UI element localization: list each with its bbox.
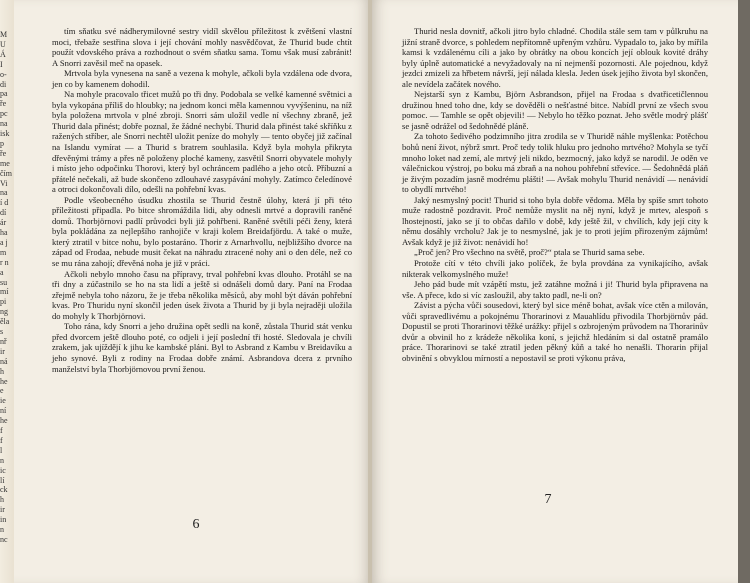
paragraph: Ačkoli nebylo mnoho času na přípravy, trval pohřební kvas dlouho. Protáhl se na tři dny a zúčastnilo se ho na sta lidí a ještě si odnášeli domů dary. Paní na Frodaa zřejmě nebyla toho názoru, že je třeba několika měsíců, aby mohl být dáván pohřební kvas. Pro Thuridu nyní skončil jeden úsek života a Thurid by ji byla nejraději uložila do mohyly k Thorbjörnovi.: [52, 268, 352, 321]
edge-text-fragment: ie: [0, 396, 6, 406]
edge-text-fragment: s: [0, 327, 4, 336]
paragraph: Jaký nesmyslný pocit! Thurid si toho byla dobře vědoma. Měla by spíše smrt tohoto muže radostně pozdravit. Proč nemůže myslit na něj nyní, když je mrtev, alespoň s lhostejností, jako se jí to občas dařilo v době, kdy ještě žil, v chvílích, kdy její city k němu dosáhly vrcholu? Jak je to nesmyslné, jak je to proti jejím přirozeným zájmům! Avšak když je již život: nenávidí ho!: [402, 194, 708, 247]
edge-text-fragment: Vi: [0, 178, 8, 188]
edge-text-fragment: he: [0, 376, 8, 386]
edge-text-fragment: ir: [0, 346, 5, 356]
edge-text-fragment: ná: [0, 356, 8, 366]
edge-text-fragment: pc: [0, 109, 8, 119]
paragraph: Závist a pýcha vůči sousedovi, který byl sice méně bohat, avšak více ctěn a milován, vůči spravedlivému a pokojnému Thorarinovi z Mauahlídu přivodila Thorbjörnův pád. Dopustil se proti Thorarinovi těžké urážky: přijel s ozbrojeným průvodem na Thorarinův dvůr a obvinil ho z krádeže několika koní, s jejichž hledáním si dal ostatně pramálo práce. Thorarinovi se také ztratil jeden pěkný kůň a také ho nenašli. Thorarin přijal obvinění s obvyklou mírností a nepostavil se proti výkonu práva,: [402, 300, 708, 363]
edge-text-fragment: a: [0, 267, 4, 277]
edge-text-fragment: ní: [0, 406, 7, 416]
right-page-text: [402, 26, 708, 364]
edge-text-fragment: di: [0, 79, 7, 89]
edge-text-fragment: čím: [0, 168, 12, 178]
edge-text-fragment: I: [0, 59, 3, 69]
edge-text-fragment: n: [0, 525, 4, 534]
edge-text-fragment: a j: [0, 237, 8, 247]
paragraph: Jeho pád bude mít vzápětí mstu, jež zatáhne možná i ji! Thurid byla připravena na vše. A přece, kdo si víc zasloužil, aby takto padl, ne-li on?: [402, 279, 708, 300]
edge-text-fragment: U: [0, 39, 6, 49]
edge-text-fragment: pi: [0, 297, 7, 307]
edge-text-fragment: in: [0, 515, 7, 525]
edge-text-fragment: p: [0, 138, 4, 148]
paragraph: Za tohoto šedivého podzimního jitra zrodila se v Thuridě náhle myšlenka: Potěchou bohů není život, nýbrž smrt. Proč tedy tolik hluku pro jednoho mrtvého? Mohyla se tyčí mnoho loket nad zemí, ale mrtvý jeli nikdo, bezmocný, jako když se narodil. Je oděn ve válečnickou výstroj, po boku má zbraň a na nohou pohřební střevíce. — Šedohnědá pláň je živým pozadím jasně modrému plášti! — Avšak mohylu Thurid nenávidí — nenávidí to obydlí mrtvého!: [402, 131, 708, 195]
edge-text-fragment: h: [0, 366, 4, 376]
edge-text-fragment: M: [0, 30, 8, 39]
edge-text-fragment: r n: [0, 257, 9, 267]
edge-text-fragment: l: [0, 445, 3, 455]
edge-text-fragment: ng: [0, 307, 8, 317]
edge-text-fragment: isk: [0, 129, 10, 138]
right-page-number: 7: [544, 492, 552, 507]
edge-text-fragment: ic: [0, 465, 6, 475]
edge-text-fragment: f: [0, 426, 3, 435]
edge-text-fragment: ha: [0, 228, 8, 237]
edge-text-fragment: ir: [0, 505, 5, 515]
edge-text-fragment: e: [0, 386, 4, 396]
edge-text-fragment: o-: [0, 69, 7, 79]
edge-text-fragment: pa: [0, 89, 8, 99]
edge-text-fragment: na: [0, 188, 8, 198]
paragraph: „Proč jen? Pro všechno na světě, proč?“ ptala se Thurid sama sebe.: [414, 247, 645, 258]
edge-text-fragment: nc: [0, 534, 8, 544]
edge-text-fragment: í d: [0, 198, 9, 208]
paragraph: Nejstarší syn z Kambu, Björn Asbrandson, přijel na Frodaa s dvatřicetičlennou družinou hned toho dne, kdy se dověděli o nešťastné bitce. Nabídl první ze všech svou pomoc. — Tamhle se opět objevili! — Nebylo ho těžko poznat. Jeho světle modrý plášť se jasně odrážel od šedohnědé pláně.: [402, 89, 708, 131]
edge-text-fragment: su: [0, 277, 8, 287]
edge-text-fragment: ře: [0, 99, 7, 109]
paragraph: Podle všeobecného úsudku zhostila se Thurid čestně úlohy, která jí při této příležitosti připadla. Po bitce shromáždila lidi, aby odnesli mrtvé a dopravili raněné domů. Thorbjörnovi padlí průvodci byli již pohřbeni. Raněné světili péči ženy, která byla pokládána za nejlepšího ranhojiče v kraji kolem Breidafjördu. A také o muže, který ztratil v bitce nohu, bylo postaráno. Thorir z Arnarhvollu, nejbližšího dvorce na západ od Frodaa, nebude musit čekat na náhradu ztracené nohy ani o den déle, než co se mu rána zahojí; dřevěná noha je již v práci.: [52, 194, 352, 269]
edge-text-fragment: ře: [0, 148, 7, 158]
paragraph: Na mohyle pracovalo třicet mužů po tři dny. Podobala se velké kamenné světnici a byla vykopána příliš do hloubky; na jednom konci měla kamennou vyvýšeninu, na níž byla položena mrtvola v plné zbroji. Snorri sám uložil vedle ní všechny zbraně, jež Thurid dala přinést; dobře poznal, že žádné nechybí. Thurid dala přinést také skříňku z ražených stříber, ale Snorri nechtěl uložit peníze do mohyly — tento obyčej již začínal na Islandu vymírat — a Thurid s bratrem souhlasila. Když byla mohyla přikryta dřevěnými trámy a přes ně položeny ploché kameny, zasvětil Snorri obyvatele mohyly i místo jeho odpočinku Thorovi, který byl ochráncem padlého a jeho otců. Příbuzní a přátelé nečekali, až bude skončeno zdlouhavé zasypávání mohyly. Zatímco čeledínové a otroci dokončovali dílo, odešli na pohřební kvas.: [52, 89, 352, 195]
edge-text-fragment: Á: [0, 49, 6, 59]
edge-text-fragment: me: [0, 158, 10, 168]
edge-text-fragment: ěla: [0, 317, 10, 327]
edge-text-fragment: nř: [0, 336, 7, 346]
edge-text-fragment: ck: [0, 485, 8, 495]
edge-text-fragment: ár: [0, 218, 7, 228]
edge-text-fragment: f: [0, 435, 3, 445]
paragraph: Protože cítí v této chvíli jako políček, že byla provdána za vynikajícího, avšak nikterak velkomyslného muže!: [402, 258, 708, 279]
edge-text-fragment: lí: [0, 475, 5, 485]
left-page-number: 6: [192, 517, 200, 532]
previous-page-edge: [0, 0, 14, 583]
edge-text-fragment: na: [0, 119, 8, 129]
edge-text-fragment: h: [0, 495, 4, 505]
edge-text-fragment: he: [0, 416, 8, 426]
edge-text-fragment: n: [0, 455, 4, 465]
left-page-text: [52, 26, 352, 374]
paragraph: Mrtvola byla vynesena na saně a vezena k mohyle, ačkoli byla vzdálena ode dvora, jen co by kamenem dohodil.: [52, 68, 352, 89]
edge-text-fragment: mí: [0, 287, 9, 297]
paragraph: Thurid nesla dovnitř, ačkoli jitro bylo chladné. Chodila stále sem tam v půlkruhu na jižní straně dvorce, s pohledem nepřítomně upřeným vzhůru. Vypadalo to, jako by mířila kamsi k vzdálenému cíli a jako by obrátky na obou koncích její oblouk kovité dráhy byly úplně automatické a nevyžadovaly na ní nejmenší pozornosti. Ale pojednou, když jezdci zmizeli za hřbetem návrší, její nálada klesla. Jeden úsek jejího života byl skončen, ale nevídela začátek nového.: [402, 26, 708, 89]
book-cover-edge: [738, 0, 750, 583]
paragraph: tím sňatku své nádherymilovné sestry vidíl skvělou příležitost k zvětšení vlastní moci, třebaže sestřina slova i její chování mohly nasvědčovat, že Thurid bude chtít použít vdovského práva a rozhodnout o svém sňatku sama. Tomu však musí zabránit! A Snorri zavěsil meč na opasek.: [52, 26, 352, 68]
right-page: [372, 0, 738, 583]
left-page: [14, 0, 370, 583]
edge-text-fragment: dí: [0, 208, 7, 218]
paragraph: Toho rána, kdy Snorri a jeho družina opět sedli na koně, zůstala Thurid stát venku před dvorcem ještě dlouho poté, co odjeli i její poslední tři hosté. Sledovala je chvíli zrakem, jak ujíždějí k jihu ke kambské pláni. Byl to Asbrand z Kambu v Breidavíku a jeho synové. Byli z rodiny na Frodaa dobře známí. Asbrandova dcera z prvního manželství byla Thorbjörnovou první ženou.: [52, 321, 352, 374]
edge-text-fragment: m: [0, 247, 7, 257]
